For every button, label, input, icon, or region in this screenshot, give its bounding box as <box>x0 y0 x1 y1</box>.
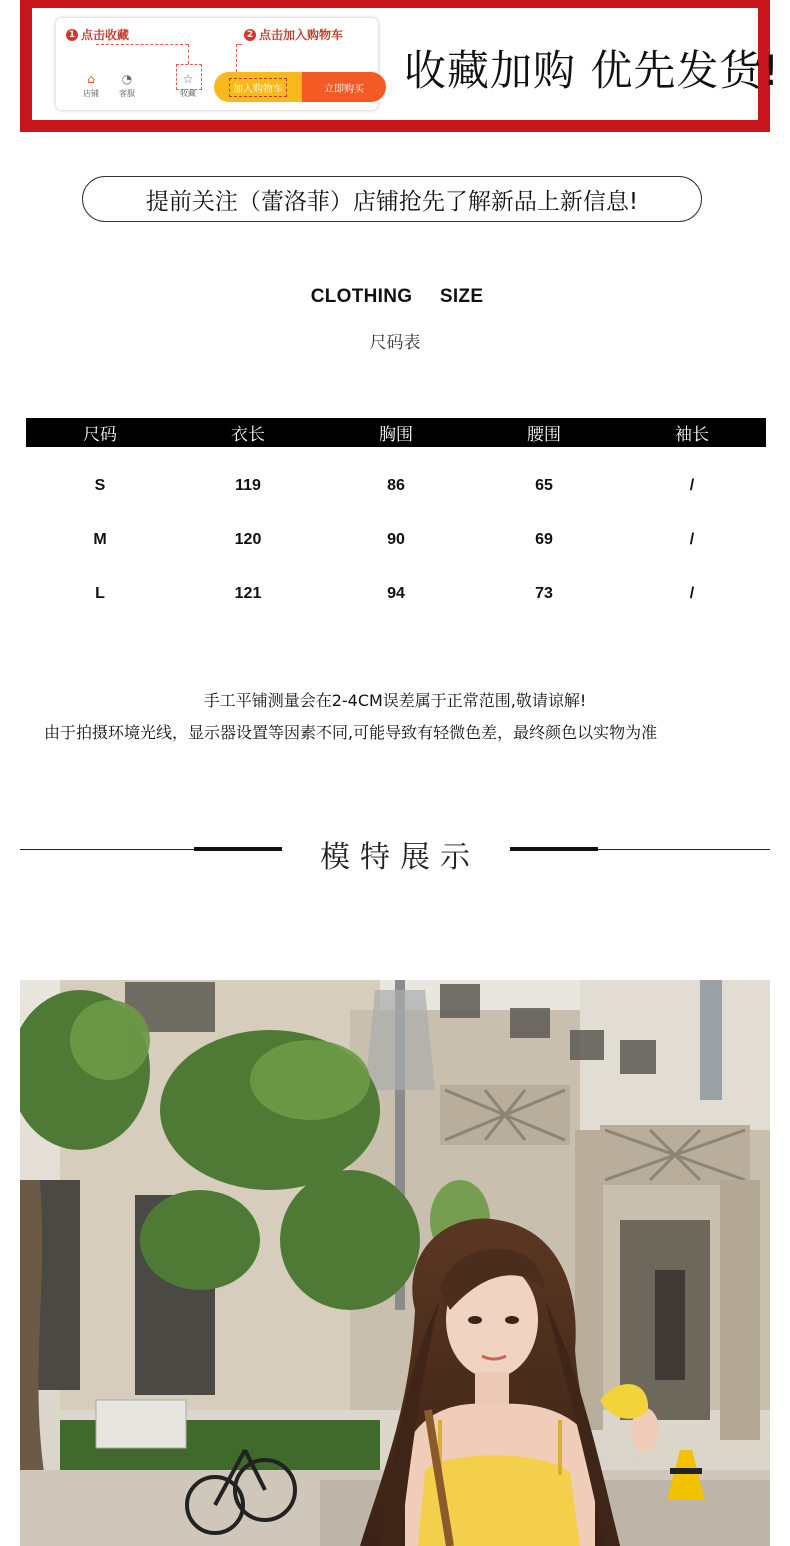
table-cell: L <box>95 585 105 602</box>
header-sleeve: 袖长 <box>618 418 766 447</box>
divider-accent-right <box>510 847 598 851</box>
model-photo-illustration <box>20 980 770 1546</box>
guide-line <box>96 44 188 45</box>
table-cell: 65 <box>535 477 553 494</box>
add-to-cart-label: 加入购物车 <box>229 78 287 97</box>
size-chart-title: CLOTHING SIZE <box>310 286 484 307</box>
table-cell: 120 <box>234 531 262 548</box>
header-waist: 腰围 <box>470 418 618 447</box>
table-cell: / <box>689 585 695 602</box>
guide-line <box>236 44 237 72</box>
size-table <box>26 418 766 621</box>
table-cell: S <box>94 477 106 494</box>
size-table-header-row <box>26 418 766 447</box>
table-cell: 73 <box>535 585 553 602</box>
purchase-buttons <box>214 72 386 102</box>
star-icon: ☆ <box>182 72 194 86</box>
add-to-cart-button[interactable] <box>214 72 302 102</box>
table-cell: M <box>93 531 107 548</box>
table-row <box>26 447 766 513</box>
table-row <box>26 513 766 567</box>
step-1-label: 点击收藏 <box>81 28 130 42</box>
shop-action-card <box>56 18 378 110</box>
step-2-number: 2 <box>244 29 256 41</box>
divider-line-right <box>598 849 770 850</box>
size-chart-subtitle: 尺码表 <box>369 333 421 353</box>
follow-store-notice: 提前关注（蕾洛菲）店铺抢先了解新品上新信息! <box>82 176 702 222</box>
store-label: 店铺 <box>83 89 99 98</box>
favorite-button[interactable] <box>175 72 201 99</box>
promo-banner-inner <box>32 8 781 120</box>
table-cell: 121 <box>234 585 262 602</box>
table-cell: 94 <box>387 585 405 602</box>
step-1-number: 1 <box>66 29 78 41</box>
table-cell: 86 <box>387 477 405 494</box>
store-button[interactable] <box>78 72 104 99</box>
table-cell: 69 <box>535 531 553 548</box>
model-photo <box>20 980 770 1546</box>
measurement-note: 手工平铺测量会在2-4CM误差属于正常范围,敬请谅解! <box>203 691 587 710</box>
table-cell: 90 <box>387 531 405 548</box>
store-icon: ⌂ <box>87 72 95 86</box>
promo-banner <box>20 0 781 132</box>
header-length: 衣长 <box>174 418 322 447</box>
model-section-title: 模特展示 <box>320 840 480 875</box>
table-cell: / <box>689 531 695 548</box>
guide-line <box>188 44 189 64</box>
table-row <box>26 567 766 621</box>
banner-slogan: 收藏加购 优先发货! <box>404 46 781 95</box>
table-cell: / <box>689 477 695 494</box>
service-label: 客服 <box>119 89 135 98</box>
table-cell: 119 <box>235 477 261 494</box>
color-note: 由于拍摄环境光线，显示器设置等因素不同,可能导致有轻微色差，最终颜色以实物为准 <box>44 723 658 742</box>
header-size: 尺码 <box>26 418 174 447</box>
step-2-label: 点击加入购物车 <box>259 28 344 42</box>
service-button[interactable] <box>114 72 140 99</box>
step-1-hint <box>66 26 129 43</box>
favorite-label: 收藏 <box>180 89 196 98</box>
buy-now-label: 立即购买 <box>324 83 364 95</box>
step-2-hint <box>244 26 343 43</box>
service-icon: ◔ <box>121 72 133 86</box>
buy-now-button[interactable] <box>302 72 386 102</box>
header-bust: 胸围 <box>322 418 470 447</box>
